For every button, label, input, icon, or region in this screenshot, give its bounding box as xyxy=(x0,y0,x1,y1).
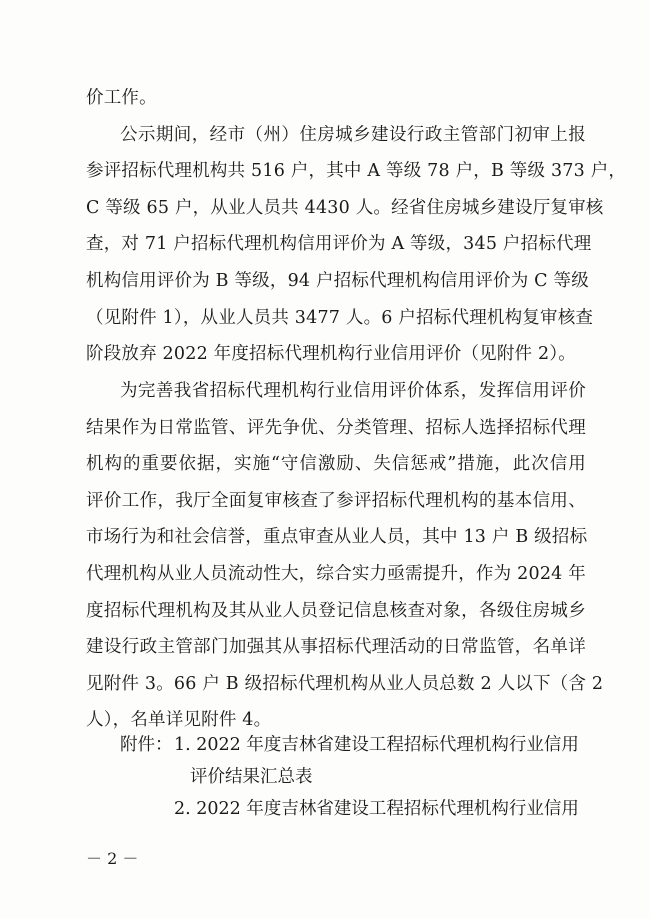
paragraph-line: 价工作。 xyxy=(86,88,157,108)
paragraph-line: C 等级 65 户，从业人员共 4430 人。经省住房城乡建设厅复审核 xyxy=(86,198,604,218)
paragraph-line: 建设行政主管部门加强其从事招标代理活动的日常监管，名单详 xyxy=(86,637,586,657)
paragraph-line: 代理机构从业人员流动性大，综合实力亟需提升，作为 2024 年 xyxy=(86,564,586,584)
page-number: － 2 － xyxy=(86,849,139,868)
paragraph-line: 评价工作，我厅全面复审核查了参评招标代理机构的基本信用、 xyxy=(86,491,586,511)
attachments-label: 附件： xyxy=(120,735,173,755)
paragraph-line: 见附件 3。66 户 B 级招标代理机构从业人员总数 2 人以下（含 2 xyxy=(86,674,604,694)
paragraph-line: 参评招标代理机构共 516 户，其中 A 等级 78 户，B 等级 373 户， xyxy=(86,161,627,181)
attachment-item-1-line-1: 1. 2022 年度吉林省建设工程招标代理机构行业信用 xyxy=(174,735,579,755)
paragraph-line: 机构的重要依据，实施“守信激励、失信惩戒”措施，此次信用 xyxy=(86,454,586,474)
paragraph-line: 人），名单详见附件 4。 xyxy=(86,710,272,730)
paragraph-line: 阶段放弃 2022 年度招标代理机构行业信用评价（见附件 2）。 xyxy=(86,344,577,364)
paragraph-line: 机构信用评价为 B 等级，94 户招标代理机构信用评价为 C 等级 xyxy=(86,271,589,291)
paragraph-line: 查，对 71 户招标代理机构信用评价为 A 等级，345 户招标代理 xyxy=(86,234,592,254)
paragraph-line: 市场行为和社会信誉，重点审查从业人员，其中 13 户 B 级招标 xyxy=(86,527,588,547)
attachment-item-1-line-2: 评价结果汇总表 xyxy=(190,767,313,787)
paragraph-line: 为完善我省招标代理机构行业信用评价体系，发挥信用评价 xyxy=(120,381,586,401)
attachment-item-2-line-1: 2. 2022 年度吉林省建设工程招标代理机构行业信用 xyxy=(174,799,579,819)
paragraph-line: （见附件 1），从业人员共 3477 人。6 户招标代理机构复审核查 xyxy=(86,308,594,328)
paragraph-line: 度招标代理机构及其从业人员登记信息核查对象，各级住房城乡 xyxy=(86,601,586,621)
paragraph-line: 结果作为日常监管、评先争优、分类管理、招标人选择招标代理 xyxy=(86,418,586,438)
paragraph-line: 公示期间，经市（州）住房城乡建设行政主管部门初审上报 xyxy=(120,125,586,145)
